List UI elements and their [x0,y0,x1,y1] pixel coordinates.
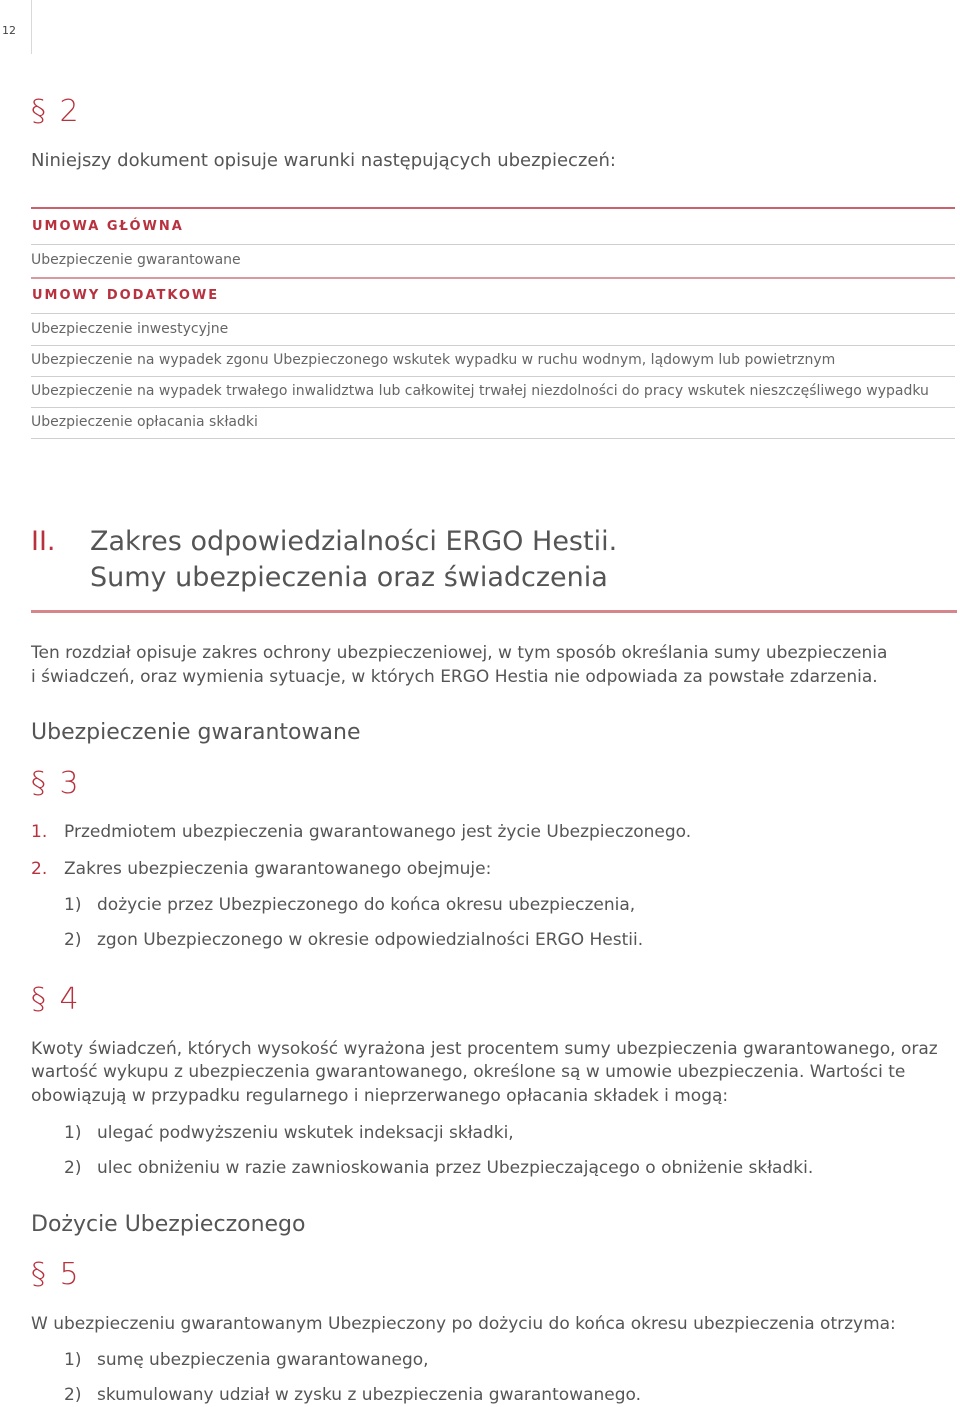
paragraph-5-symbol: § 5 [31,1257,81,1292]
list-item [31,857,492,881]
section-title [90,524,617,596]
sub-list-item-number: 1) [64,895,82,915]
table-extra-header: UMOWY DODATKOWE [32,288,220,303]
table-top-rule [31,207,955,209]
section-lead-line-1: Ten rozdział opisuje zakres ochrony ubezpieczeniowej, w tym sposób określania sumy ubezpieczenia [31,643,888,663]
sub-list-item-text: dożycie przez Ubezpieczonego do końca okresu ubezpieczenia, [97,895,636,915]
sub-list-item-number: 2) [64,930,82,950]
page-number: 12 [2,24,16,37]
paragraph-4-symbol: § 4 [31,982,81,1017]
table-rule [31,376,955,377]
sub-list-item-number: 2) [64,1158,82,1178]
section-title-line-2: Sumy ubezpieczenia oraz świadczenia [90,562,608,593]
table-bottom-rule [31,438,955,439]
sub-list-item [64,1121,514,1145]
list-item-number: 1. [31,822,48,842]
sub-list-item [64,928,644,952]
table-rule [31,407,955,408]
list-item-text: Zakres ubezpieczenia gwarantowanego obejmuje: [64,859,492,879]
sub-list-item [64,1383,641,1407]
subsection-title-survival: Dożycie Ubezpieczonego [31,1212,306,1237]
list-item-number: 2. [31,859,48,879]
sub-list-item-text: zgon Ubezpieczonego w okresie odpowiedzialności ERGO Hestii. [97,930,644,950]
list-item-text: Przedmiotem ubezpieczenia gwarantowanego jest życie Ubezpieczonego. [64,822,692,842]
sub-list-item-text: ulegać podwyższeniu wskutek indeksacji składki, [97,1123,514,1143]
table-row-extra-1: Ubezpieczenie na wypadek zgonu Ubezpieczonego wskutek wypadku w ruchu wodnym, lądowym lub powietrznym [31,352,836,368]
table-main-header: UMOWA GŁÓWNA [32,219,184,234]
sub-list-item [64,1348,429,1372]
table-rule [31,345,955,346]
paragraph-2-symbol: § 2 [31,94,81,129]
sub-list-item-text: ulec obniżeniu w razie zawnioskowania przez Ubezpieczającego o obniżenie składki. [97,1158,814,1178]
table-row-extra-3: Ubezpieczenie opłacania składki [31,414,258,430]
section-title-line-1: Zakres odpowiedzialności ERGO Hestii. [90,526,618,557]
section-lead-line-2: i świadczeń, oraz wymienia sytuacje, w których ERGO Hestia nie odpowiada za powstałe zdarzenia. [31,667,878,687]
paragraph-3-symbol: § 3 [31,766,81,801]
table-section-rule [31,277,955,279]
sub-list-item-number: 1) [64,1350,82,1370]
paragraph-4-line-3: obowiązują w przypadku regularnego i nieprzerwanego opłacania składek i mogą: [31,1086,729,1106]
table-row-extra-0: Ubezpieczenie inwestycyjne [31,321,229,337]
list-item [31,820,692,844]
sub-list-item [64,1156,814,1180]
sub-list-item-text: skumulowany udział w zysku z ubezpieczenia gwarantowanego. [97,1385,641,1405]
subsection-title-guaranteed: Ubezpieczenie gwarantowane [31,720,361,745]
paragraph-2-intro: Niniejszy dokument opisuje warunki następujących ubezpieczeń: [31,150,616,171]
sub-list-item [64,893,636,917]
sub-list-item-number: 1) [64,1123,82,1143]
table-rule [31,244,955,245]
table-rule [31,313,955,314]
section-rule [31,610,957,613]
paragraph-4-line-2: wartość wykupu z ubezpieczenia gwarantowanego, określone są w umowie ubezpieczenia. Wartości te [31,1062,906,1082]
paragraph-4-line-1: Kwoty świadczeń, których wysokość wyrażona jest procentem sumy ubezpieczenia gwarantowanego, oraz [31,1039,938,1059]
paragraph-5-intro: W ubezpieczeniu gwarantowanym Ubezpieczony po dożyciu do końca okresu ubezpieczenia otrzyma: [31,1314,896,1334]
sub-list-item-text: sumę ubezpieczenia gwarantowanego, [97,1350,429,1370]
table-row-main-0: Ubezpieczenie gwarantowane [31,252,241,268]
sub-list-item-number: 2) [64,1385,82,1405]
section-number: II. [31,526,56,557]
table-row-extra-2: Ubezpieczenie na wypadek trwałego inwalidztwa lub całkowitej trwałej niezdolności do pracy wskutek nieszczęśliwego wypadku [31,383,929,399]
